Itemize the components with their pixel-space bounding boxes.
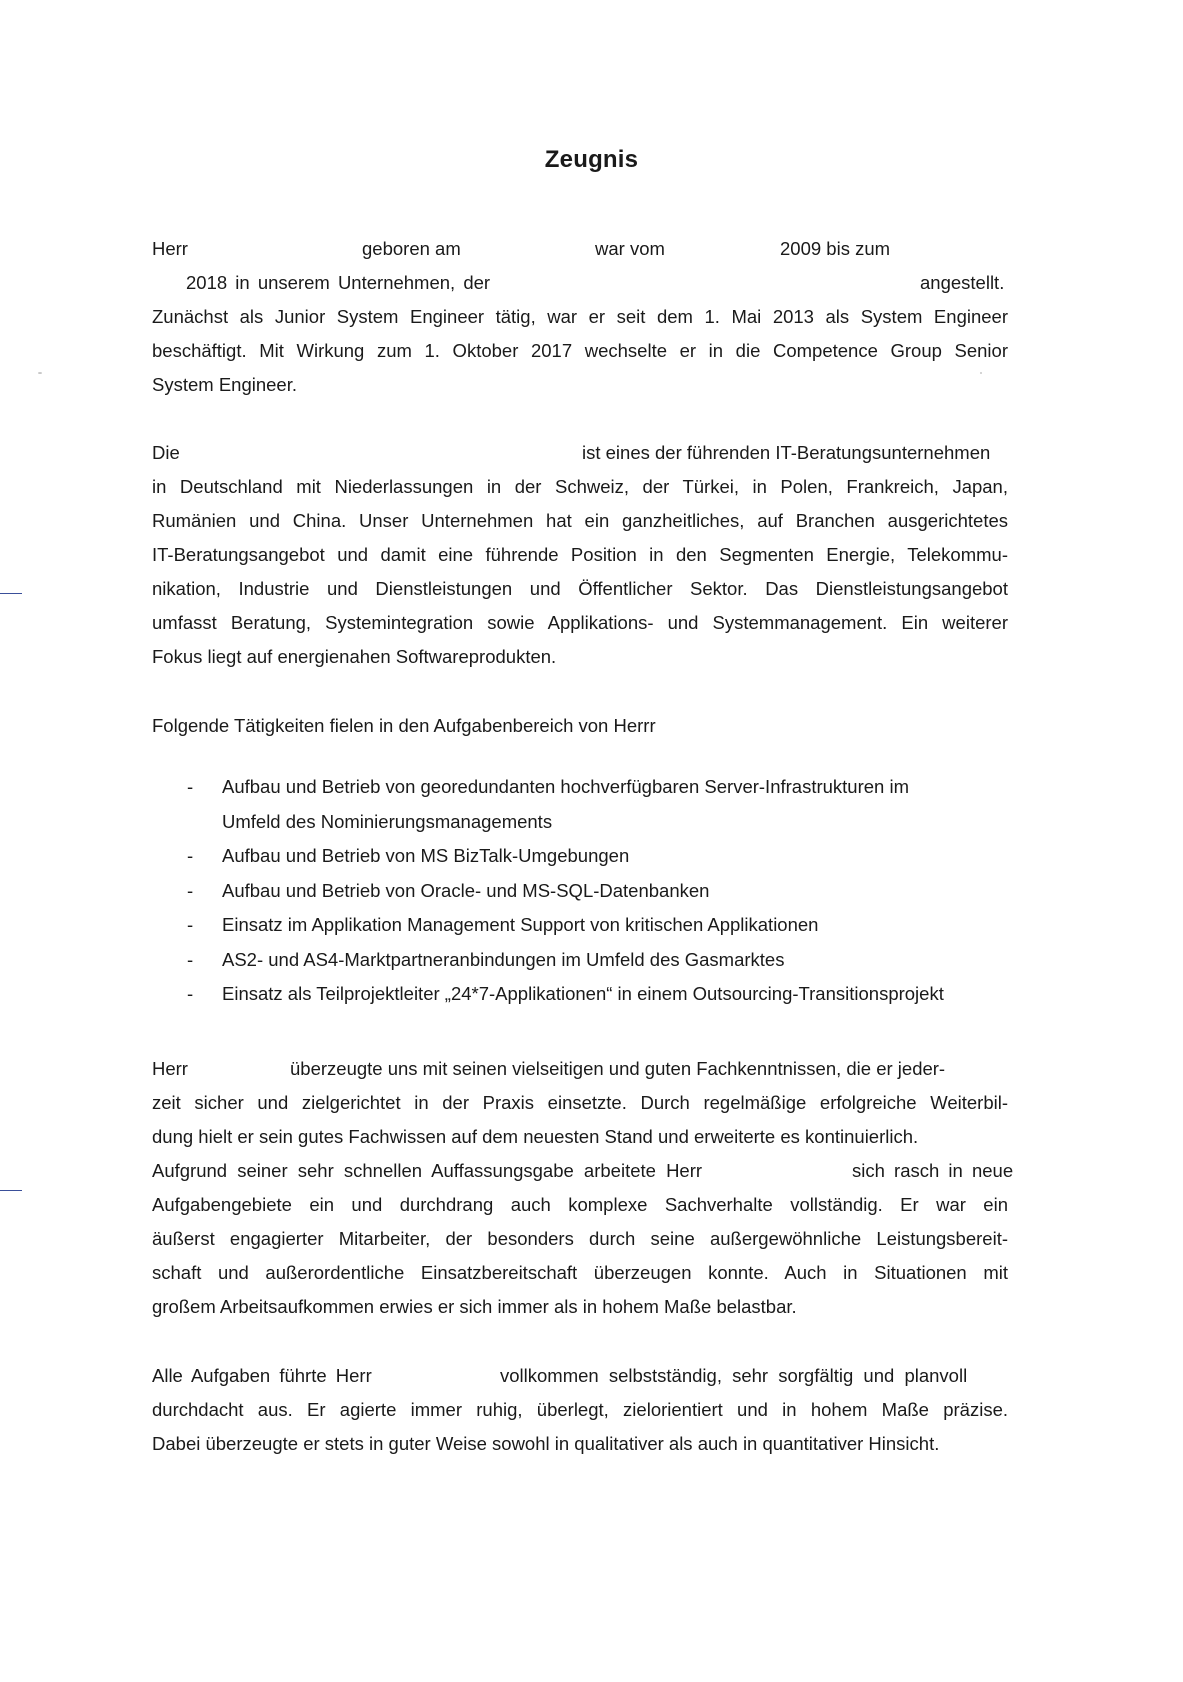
list-item-text: Aufbau und Betrieb von georedundanten hochverfügbaren Server-Infrastrukturen im — [222, 776, 909, 797]
list-item-text: Einsatz als Teilprojektleiter „24*7-Applikationen“ in einem Outsourcing-Transitionsprojekt — [222, 983, 944, 1004]
assessment-line4-start: Aufgrund seiner sehr schnellen Auffassungsgabe arbeitete Herr — [152, 1160, 703, 1181]
work-style-line1-end: vollkommen selbstständig, sehr sorgfältig und planvoll — [500, 1365, 968, 1386]
assessment-line6: äußerst engagierter Mitarbeiter, der besonders durch seine außergewöhnliche Leistungsbereit- — [152, 1228, 1008, 1249]
fold-mark-bottom — [0, 1190, 22, 1191]
list-item — [152, 943, 1012, 978]
intro-line2-end: angestellt. — [920, 272, 1005, 293]
company-die: Die — [152, 442, 180, 463]
list-dash: - — [187, 776, 194, 797]
list-item — [152, 839, 1012, 874]
work-style-line3: Dabei überzeugte er stets in guter Weise sowohl in qualitativer als auch in quantitativer Hinsicht. — [152, 1433, 940, 1454]
list-item-text-cont: Umfeld des Nominierungsmanagements — [222, 810, 553, 832]
list-dash: - — [187, 879, 194, 901]
intro-line5: System Engineer. — [152, 374, 297, 395]
company-line4: IT-Beratungsangebot und damit eine führende Position in den Segmenten Energie, Telekommu- — [152, 544, 1008, 565]
list-item-text: Aufbau und Betrieb von MS BizTalk-Umgebungen — [222, 845, 630, 866]
assessment-herr: Herr — [152, 1058, 188, 1079]
company-line6: umfasst Beratung, Systemintegration sowie Applikations- und Systemmanagement. Ein weiterer — [152, 612, 1008, 633]
assessment-line3: dung hielt er sein gutes Fachwissen auf dem neuesten Stand und erweiterte es kontinuierlich. — [152, 1126, 919, 1147]
company-line1-rest: ist eines der führenden IT-Beratungsunternehmen — [582, 442, 991, 463]
list-item-text: Einsatz im Applikation Management Support von kritischen Applikationen — [222, 914, 819, 935]
fold-mark-top — [0, 593, 22, 594]
company-line5: nikation, Industrie und Dienstleistungen und Öffentlicher Sektor. Das Dienstleistungsangebot — [152, 578, 1008, 599]
intro-geboren: geboren am — [362, 238, 461, 259]
assessment-line4-end: sich rasch in neue — [852, 1160, 1014, 1181]
company-line3: Rumänien und China. Unser Unternehmen hat ein ganzheitliches, auf Branchen ausgerichtetes — [152, 510, 1008, 531]
work-style-line1-start: Alle Aufgaben führte Herr — [152, 1365, 372, 1386]
task-list — [152, 770, 1012, 1012]
assessment-line2: zeit sicher und zielgerichtet in der Praxis einsetzte. Durch regelmäßige erfolgreiche Weiterbil- — [152, 1092, 1008, 1113]
list-item-text: AS2- und AS4-Marktpartneranbindungen im Umfeld des Gasmarktes — [222, 948, 785, 970]
list-item — [152, 770, 1012, 839]
scan-speck — [38, 372, 42, 374]
tasks-intro: Folgende Tätigkeiten fielen in den Aufgabenbereich von Herrr — [152, 715, 656, 736]
company-line2: in Deutschland mit Niederlassungen in der Schweiz, der Türkei, in Polen, Frankreich, Japan, — [152, 476, 1008, 497]
intro-herr: Herr — [152, 238, 188, 259]
list-dash: - — [187, 948, 194, 970]
company-line7: Fokus liegt auf energienahen Softwareprodukten. — [152, 646, 557, 667]
assessment-line8: großem Arbeitsaufkommen erwies er sich immer als in hohem Maße belastbar. — [152, 1296, 797, 1317]
list-item — [152, 874, 1012, 909]
list-dash: - — [187, 914, 194, 935]
intro-war-vom: war vom — [595, 238, 665, 259]
list-dash: - — [187, 845, 194, 866]
list-item-text: Aufbau und Betrieb von Oracle- und MS-SQL-Datenbanken — [222, 879, 710, 901]
list-item — [152, 977, 1012, 1012]
intro-line4: beschäftigt. Mit Wirkung zum 1. Oktober 2017 wechselte er in die Competence Group Senior — [152, 340, 1008, 361]
assessment-line5: Aufgabengebiete ein und durchdrang auch komplexe Sachverhalte vollständig. Er war ein — [152, 1194, 1008, 1215]
list-item — [152, 908, 1012, 943]
list-dash: - — [187, 983, 194, 1004]
document-title: Zeugnis — [544, 146, 639, 173]
work-style-line2: durchdacht aus. Er agierte immer ruhig, überlegt, zielorientiert und in hohem Maße präzise. — [152, 1399, 1008, 1420]
assessment-line7: schaft und außerordentliche Einsatzbereitschaft überzeugen konnte. Auch in Situationen mit — [152, 1262, 1008, 1283]
intro-line3: Zunächst als Junior System Engineer tätig, war er seit dem 1. Mai 2013 als System Engineer — [152, 306, 1008, 327]
intro-bis-zum: 2009 bis zum — [780, 238, 891, 259]
assessment-line1-rest: überzeugte uns mit seinen vielseitigen und guten Fachkenntnissen, die er jeder- — [290, 1058, 946, 1079]
intro-line2-start: 2018 in unserem Unternehmen, der — [186, 272, 491, 293]
